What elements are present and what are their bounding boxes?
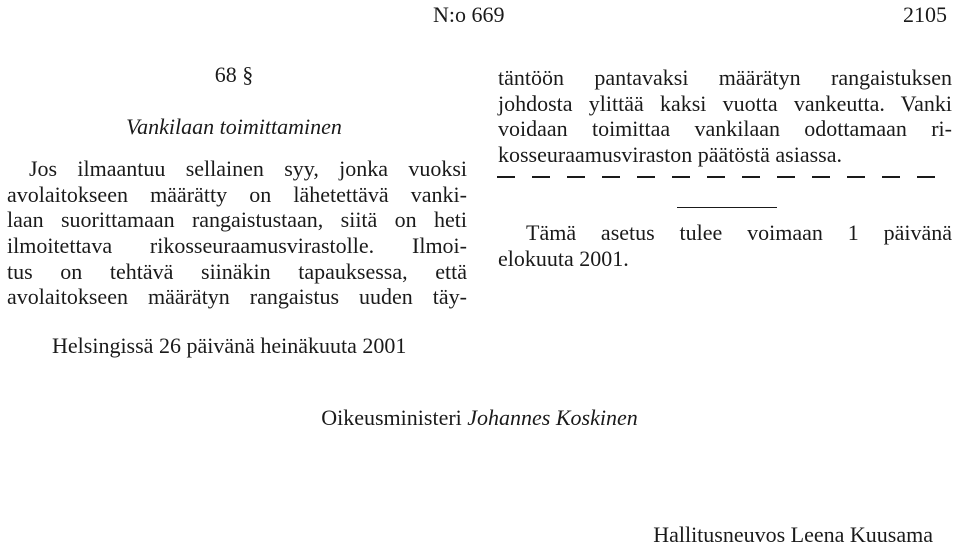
place-and-date: Helsingissä 26 päivänä heinäkuuta 2001 [52,333,407,358]
body-line: avolaitokseen määrätty on lähetettävä vanki- [7,181,467,207]
section-title: Vankilaan toimittaminen [126,114,342,139]
counsellor-signature: Hallitusneuvos Leena Kuusama [653,522,933,547]
minister-signature [0,405,959,430]
minister-name: Johannes Koskinen [467,405,638,430]
dash-separator [497,176,952,178]
body-line: Tämä asetus tulee voimaan 1 päivänä [526,220,952,245]
short-rule [677,207,777,208]
body-line: Jos ilmaantuu sellainen syy, jonka vuoksi [29,156,467,181]
body-line: ilmoitettava rikosseuraamusvirastolle. Ilmoi- [7,233,467,259]
issue-number: N:o 669 [433,2,505,27]
section-body-left [7,156,467,310]
body-line: avolaitokseen määrätyn rangaistus uuden täy- [7,284,467,310]
body-line: tus on tehtävä siinäkin tapauksessa, että [7,258,467,284]
body-line: täntöön pantavaksi määrätyn rangaistuksen [498,65,952,90]
entry-into-force [498,220,952,271]
body-line: johdosta ylittää kaksi vuotta vankeutta. Vanki [498,90,952,116]
page-number: 2105 [903,2,947,27]
body-line: kosseuraamusviraston päätöstä asiassa. [498,142,842,168]
section-body-right [498,65,952,168]
body-line: voidaan toimittaa vankilaan odottamaan ri- [498,116,952,142]
minister-title: Oikeusministeri [321,405,462,430]
section-number: 68 § [214,62,254,87]
body-line: laan suorittamaan rangaistustaan, siitä on heti [7,207,467,233]
body-line: elokuuta 2001. [498,245,629,271]
